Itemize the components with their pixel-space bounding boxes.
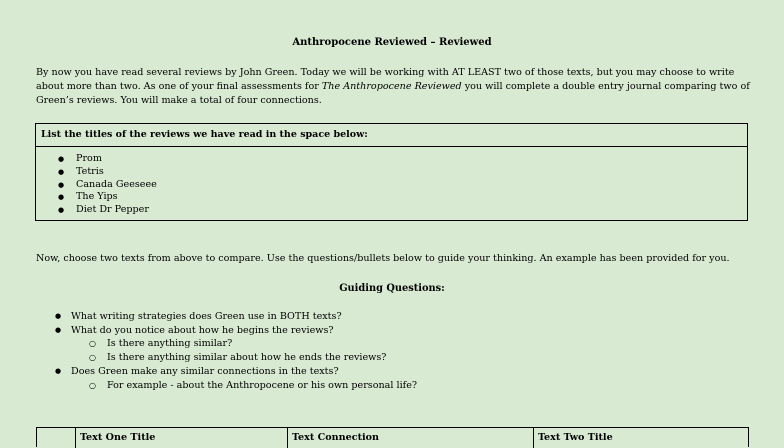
table-header-text-one: Text One Title (75, 428, 287, 448)
question-item: ● What writing strategies does Green use in BOTH texts? (36, 310, 752, 324)
list-item: ● Prom (76, 153, 747, 166)
list-item: ● Tetris (76, 166, 747, 179)
instructions-paragraph: Now, choose two texts from above to compare. Use the questions/bullets below to guide your thinking. An example has been provided for you. (36, 253, 730, 264)
table-corner-cell (37, 428, 75, 448)
journal-table (36, 427, 749, 447)
intro-paragraph (36, 66, 752, 108)
reviews-box-heading: List the titles of the reviews we have read in the space below: (36, 124, 747, 147)
question-item: ● What do you notice about how he begins the reviews? (36, 324, 752, 338)
table-header-connection: Text Connection (287, 428, 533, 448)
table-header-text-two: Text Two Title (533, 428, 748, 448)
document-title: Anthropocene Reviewed – Reviewed (292, 37, 492, 48)
sub-question-item: ○ Is there anything similar? (36, 337, 752, 351)
guiding-questions-list (36, 310, 752, 392)
book-title: The Anthropocene Reviewed (321, 81, 462, 92)
sub-question-item: ○ Is there anything similar about how he ends the reviews? (36, 351, 752, 365)
list-item: ● Diet Dr Pepper (76, 204, 747, 217)
guiding-questions-heading: Guiding Questions: (339, 283, 445, 294)
intro-text-1: By now you have read several reviews by John Green. Today we will be working with AT LEAST two of those texts, but you may choose to write about more than two. As one of your final assessments for (36, 67, 735, 92)
intro-text-2: you will complete a double entry journal comparing two of Green’s reviews. You will make a total of four connections. (36, 81, 750, 106)
list-item: ● Canada Geeseee (76, 179, 747, 192)
reviews-list-box (35, 123, 748, 221)
list-item: ● The Yips (76, 191, 747, 204)
question-item: ● Does Green make any similar connections in the texts? (36, 365, 752, 379)
sub-question-item: ○ For example - about the Anthropocene or his own personal life? (36, 379, 752, 393)
reviews-list (36, 153, 747, 217)
